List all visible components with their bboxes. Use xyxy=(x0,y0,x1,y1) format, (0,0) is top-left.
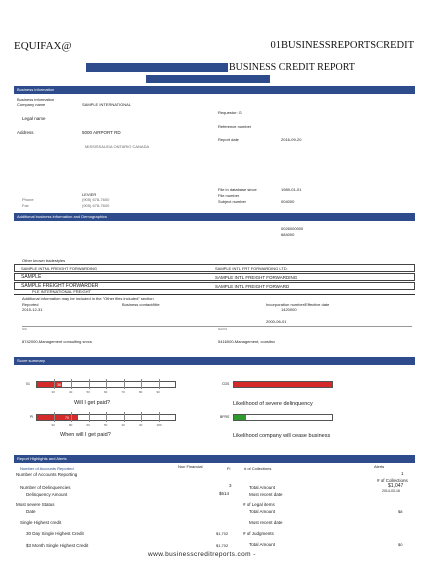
header-banner-bar-2 xyxy=(146,75,270,83)
tradestyle-row-4: PLE INTERNATIONAL FREIGHT xyxy=(32,289,91,294)
gauge-tick xyxy=(89,412,90,422)
gauge-tick-label: 30 xyxy=(139,423,143,427)
delinquency-amount-label: Delinquency Amount xyxy=(26,492,68,497)
tradestyle-right: SAMPLE INTL FRT FORWARDING LTD. xyxy=(215,266,288,271)
gauge-tick-label: 60 xyxy=(86,423,90,427)
gauge-3-left-label: PI xyxy=(30,415,34,419)
total-amount-2-value: $8 xyxy=(398,509,403,514)
gauge-tick xyxy=(124,379,125,389)
file-since-value: 1989-01-01 xyxy=(281,187,302,192)
single-highest-label: Single Highest credit xyxy=(20,520,62,525)
incorporation-label: Incorporation number/Effective date xyxy=(266,302,330,307)
gauge-value: 36 xyxy=(57,383,61,387)
address-line2: MISSISSAUGA ONTARIO CANADA xyxy=(85,144,150,149)
gauge-tick xyxy=(159,379,160,389)
total-amount-3-value: $0 xyxy=(398,542,403,547)
gauge-tick-label: 60 xyxy=(104,390,108,394)
reference-label: Reference number xyxy=(218,124,252,129)
tradestyle-right: SAMPLE INTL FREIGHT FORWARDING xyxy=(215,275,298,280)
total-amount-2-label: Total Amount xyxy=(249,509,276,514)
address-line1: 5000 AIRPORT RD xyxy=(82,130,121,135)
company-name-label: Company name xyxy=(17,102,46,107)
gauge-tick-label: 180 xyxy=(156,423,162,427)
month3-value: $1,702 xyxy=(216,543,229,548)
gauge-tick xyxy=(106,379,107,389)
report-title: BUSINESS CREDIT REPORT xyxy=(229,62,355,73)
gauge-fill xyxy=(234,415,246,420)
num-delinquencies-label: Number of Delinquencies xyxy=(20,485,71,490)
gauge-tick-label: 70 xyxy=(121,390,125,394)
delinquency-amount-value: $614 xyxy=(219,491,230,496)
gauge-1-ticks xyxy=(36,381,176,394)
contact-name: LEVIER xyxy=(82,192,97,197)
day30-value: $1,702 xyxy=(216,531,229,536)
tradestyle-left: SAMPLE xyxy=(21,274,42,280)
date-label: Date xyxy=(26,509,36,514)
legal-name-label: Legal name xyxy=(22,116,46,121)
divider xyxy=(22,326,412,327)
gauge-1-caption: Will I get paid? xyxy=(74,400,111,406)
naics-label: NAICS xyxy=(218,327,228,331)
gauge-tick xyxy=(89,379,90,389)
gauge-4-left-label: BFRS xyxy=(220,415,230,419)
gauge-tick xyxy=(141,379,142,389)
phone-value: (905) 678-7600 xyxy=(82,197,110,202)
gauge-tick-label: 90 xyxy=(156,390,160,394)
additional-value-2: 684000 xyxy=(281,232,295,237)
business-contact-label: Business contact/title xyxy=(122,302,160,307)
section-title: Report Highlights and Alerts xyxy=(17,456,67,461)
footer-url[interactable]: www.businesscreditreports.com - xyxy=(148,551,256,558)
gauge-1-left-label: 01 xyxy=(26,382,30,386)
divider xyxy=(14,294,415,295)
additional-value-1: 0026000000 xyxy=(281,226,304,231)
site-name: 01BUSINESSREPORTSCREDIT xyxy=(270,40,414,51)
section-title: Additional business information and Demographics xyxy=(17,214,108,219)
gauge-tick xyxy=(54,379,55,389)
gauge-tick-label: 50 xyxy=(86,390,90,394)
col-alerts: Alerts xyxy=(374,464,385,469)
section-score-summary xyxy=(14,357,415,365)
gauge-tick xyxy=(71,379,72,389)
gauge-fill xyxy=(234,382,332,387)
day30-label: 30 Day Single Highest Credit xyxy=(26,531,84,536)
num-delinquencies-value: 3 xyxy=(229,483,232,488)
fax-label: Fax xyxy=(22,203,29,208)
tradestyle-left: SAMPLE FREIGHT FORWARDER xyxy=(21,283,99,289)
incorporation-value: 1420000 xyxy=(281,307,297,312)
sic-label: SIC xyxy=(22,327,28,331)
total-amount-label: Total Amount xyxy=(249,485,276,490)
col-non-financial: Non Financial xyxy=(178,464,203,469)
tradestyle-row xyxy=(14,273,415,281)
report-date-value: 2016-09-20 xyxy=(281,137,302,142)
gauge-tick-label: 40 xyxy=(121,423,125,427)
section-title: Business information xyxy=(17,87,55,92)
fax-value: (905) 678-7600 xyxy=(82,203,110,208)
gauge-tick xyxy=(71,412,72,422)
most-recent-value: 2014-03-16 xyxy=(382,489,400,493)
gauge-3-caption: When will I get paid? xyxy=(60,432,111,438)
reported-label: Reported xyxy=(22,302,39,307)
tradestyle-right: SAMPLE INTL FREIGHT FORWARD xyxy=(215,284,290,289)
col-financial: Fi xyxy=(227,466,231,471)
gauge-2-left-label: CDS xyxy=(222,382,230,386)
header-banner-bar xyxy=(86,63,228,72)
brand-name: EQUIFAX@ xyxy=(14,40,72,52)
business-info-subtitle: Business information xyxy=(17,97,55,102)
requestor-label: Requestor: G xyxy=(218,110,242,115)
gauge-tick-label: 90 xyxy=(51,423,55,427)
subject-number-label: Subject number xyxy=(218,199,247,204)
other-tradestyles-label: Other known tradestyles xyxy=(22,258,66,263)
gauge-tick xyxy=(159,412,160,422)
section-report-highlights xyxy=(14,455,415,463)
most-recent-label: Most recent date xyxy=(249,492,283,497)
additional-note: Additional information may be included in the "Other files included" section xyxy=(22,296,154,301)
most-recent-2-label: Most recent date xyxy=(249,520,283,525)
gauge-tick xyxy=(106,412,107,422)
gauge-tick-label: 30 xyxy=(51,390,55,394)
phone-label: Phone xyxy=(22,197,34,202)
gauge-3-ticks xyxy=(36,414,176,427)
total-amount-value: $1,047 xyxy=(388,483,404,489)
gauge-value: 70 xyxy=(65,416,69,420)
address-label: Address xyxy=(17,130,34,135)
legal-items-label: # of Legal items xyxy=(243,502,275,507)
collections-label: # of Collections xyxy=(377,478,408,483)
section-business-information xyxy=(14,86,415,94)
sic-value: 8742000-Management consulting srvcs xyxy=(22,339,92,344)
report-date-label: Report date xyxy=(218,137,239,142)
tradestyle-left: SAMPLE INTNL FREIGHT FORWARDING xyxy=(21,266,98,271)
gauge-tick xyxy=(124,412,125,422)
gauge-2-caption: Likelihood of severe delinquency xyxy=(233,401,313,407)
reported-value: 2015-12-31 xyxy=(22,307,43,312)
num-accounts-value: 1 xyxy=(401,471,404,476)
gauge-cease-business xyxy=(233,414,333,421)
col-accounts-reported: Number of Accounts Reported xyxy=(20,466,74,471)
gauge-tick xyxy=(141,412,142,422)
naics-value: 5416000-Management, consltnc xyxy=(218,339,276,344)
gauge-tick-label: 50 xyxy=(104,423,108,427)
gauge-4-caption: Likelihood company will cease business xyxy=(233,433,331,439)
date-2: 2000-06-01 xyxy=(266,319,287,324)
file-number-label: File number xyxy=(218,193,240,198)
subject-number-value: 004000 xyxy=(281,199,295,204)
num-accounts-label: Number of Accounts Reporting xyxy=(16,472,78,477)
file-since-label: File in database since xyxy=(218,187,257,192)
gauge-severe-delinquency xyxy=(233,381,333,388)
gauge-tick xyxy=(54,412,55,422)
judgments-label: # of Judgments xyxy=(243,531,274,536)
section-title: Score summary xyxy=(17,358,46,363)
section-additional-information xyxy=(14,213,415,221)
gauge-tick-label: 40 xyxy=(69,390,73,394)
total-amount-3-label: Total Amount xyxy=(249,542,276,547)
most-severe-label: Most severe Status xyxy=(16,502,55,507)
company-name-value: SAMPLE INTERNATIONAL xyxy=(82,102,132,107)
gauge-tick-label: 80 xyxy=(139,390,143,394)
tradestyle-row xyxy=(14,264,415,272)
gauge-tick-label: 80 xyxy=(69,423,73,427)
col-collections: # of Collections xyxy=(244,466,272,471)
month3-label: $3 Month Single Highest Credit xyxy=(26,543,89,548)
